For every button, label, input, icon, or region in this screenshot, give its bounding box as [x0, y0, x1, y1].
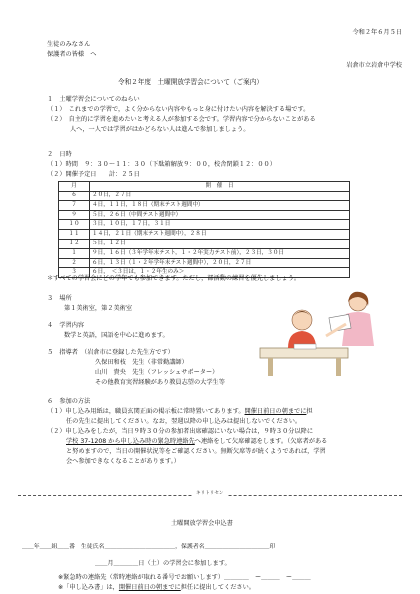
month-cell: １	[59, 249, 90, 259]
deadline-underline: 開催日前日の朝までに	[244, 408, 307, 415]
table-row	[59, 210, 350, 220]
recipient-students: 生徒のみなさん	[47, 41, 91, 48]
dates-cell: ４日，１１日，１８日（期末テスト週間中）	[90, 201, 350, 211]
document-title: 令和２年度 土曜開放学習会について（ご案内）	[118, 78, 263, 86]
schedule-line: （２）開催予定日 計：２５日	[47, 171, 140, 178]
form-date-line: ＿＿月＿＿＿＿日（土）の学習会に参加します。	[95, 560, 231, 567]
method-line-2: 任の先生に提出してください。なお，翌週以降の申し込みは提出しないでください。	[66, 418, 302, 425]
table-row	[59, 191, 350, 201]
section-6-heading: ６ 参加の方法	[47, 398, 91, 405]
section-1-line-3: 人へ，一人では学習がはかどらない人は進んで参加しましょう。	[70, 126, 250, 133]
month-cell: ３	[59, 268, 90, 278]
method-line-1a: （１）申し込み用紙は，職員玄関正面の掲示板に常時置いてあります。	[47, 408, 245, 415]
method-line-4b: へ連絡をして欠席確認をします。（欠席者がある	[194, 438, 328, 445]
table-row	[59, 239, 350, 249]
form-emergency-line: ※緊急時の連絡先（常時連絡が取れる番号でお願いします）＿＿＿＿ ー＿＿＿ ー＿＿＿	[58, 574, 311, 581]
dates-cell: ６日， ＜３日は，１・２年生のみ＞	[90, 268, 350, 278]
table-row	[59, 220, 350, 230]
month-cell: １２	[59, 239, 90, 249]
phone-underline: 学校 37-1208 から申し込み時の緊急時連絡先	[66, 438, 195, 445]
month-cell: １１	[59, 229, 90, 239]
month-cell: ２	[59, 258, 90, 268]
dates-cell: １４日，２１日（期末テスト週間中），２８日	[90, 229, 350, 239]
form-deadline-underline: 開催日前日の朝までに	[118, 584, 181, 591]
teacher-student-illustration	[258, 286, 390, 378]
dates-cell: ５日，２６日（中間テスト週間中）	[90, 210, 350, 220]
issue-date: 令和２年６月５日	[352, 29, 402, 36]
table-row	[59, 201, 350, 211]
form-submit-note-a: ※「申し込み書」は，	[58, 584, 119, 591]
dates-cell: ５日，１２日	[90, 239, 350, 249]
schedule-table	[58, 181, 350, 278]
section-1-heading: １ 土曜学習会についてのねらい	[47, 96, 140, 103]
section-2-heading: ２ 日時	[47, 151, 72, 158]
form-title: 土曜開放学習会申込書	[171, 520, 233, 527]
method-line-1b: 担	[306, 408, 313, 415]
form-name-line: ＿＿年＿＿組＿＿番 生徒氏名＿＿＿＿＿＿＿＿＿＿＿＿，保護者名＿＿＿＿＿＿＿＿＿＿＿印	[22, 544, 276, 550]
dates-cell: ６日，１３日（１・２年学年末テスト週間中），２０日，２７日	[90, 258, 350, 268]
method-line-3: （２）申し込みをしたが，当日９時３０分の参加者出席確認にいない場合は，９時３０分以降に	[47, 428, 314, 435]
cut-line-label: キリトリセン	[193, 491, 227, 497]
month-cell: １０	[59, 220, 90, 230]
dates-cell: ９日，１６日（３年学年末テスト，１・２年実力テスト前），２３日，３０日	[90, 249, 350, 259]
table-header-row	[59, 182, 350, 192]
instructor-1: 久保田和枝 先生（非常勤講師）	[95, 359, 188, 366]
section-3-heading: ３ 場所	[47, 295, 72, 302]
method-line-1	[47, 408, 313, 416]
month-cell: ７	[59, 201, 90, 211]
table-row	[59, 249, 350, 259]
dates-header: 開 催 日	[90, 182, 350, 192]
method-line-6: 会へ参加できなくなることがあります。）	[66, 458, 180, 465]
section-5-heading: ５ 指導者 （岩倉市に登録した先生方です）	[47, 349, 174, 356]
section-4-heading: ４ 学習内容	[47, 322, 85, 329]
school-name: 岩倉市立岩倉中学校	[346, 62, 402, 69]
month-cell: ９	[59, 210, 90, 220]
instructor-2: 山川 貴央 先生（フレッシュサポーター）	[95, 369, 219, 376]
recipient-guardians: 保護者の皆様 へ	[47, 51, 97, 58]
dates-cell: ３日，１０日，１７日，３１日	[90, 220, 350, 230]
table-row	[59, 258, 350, 268]
time-line: （１）時間 ９：３０～１１：３０（下駄箱解放９：００，校舎閉鎖１２：００）	[47, 161, 276, 168]
form-submit-note	[58, 584, 255, 592]
month-header: 月	[59, 182, 90, 192]
instructor-3: その他教育実習経験があり教員志望の大学生等	[95, 379, 225, 386]
month-cell: ６	[59, 191, 90, 201]
schedule-note: ＊すべての学習会にどの学年でも参加できます。ただし，部活動の練習を優先しましょう。	[47, 275, 301, 282]
method-line-4	[66, 438, 327, 446]
form-submit-note-b: 担任に提出してください。	[180, 584, 255, 591]
section-1-line-1: （１） これまでの学習で，よく分からない内容やもっと身に付けたい内容を解決する場です。	[47, 106, 310, 113]
table-row	[59, 229, 350, 239]
content-text: 数学と英語，国語を中心に進めます。	[64, 332, 169, 339]
location-text: 第１美術室，第２美術室	[64, 305, 133, 312]
dates-cell: ２０日，２７日	[90, 191, 350, 201]
section-1-line-2: （２） 自主的に学習を進めたいと考える人が参加する会です。学習内容で分からないことがある	[47, 116, 316, 123]
method-line-5: と努めますので，当日の開催状況等をご確認ください。無断欠席等が続くようであれば，学習	[66, 448, 326, 455]
